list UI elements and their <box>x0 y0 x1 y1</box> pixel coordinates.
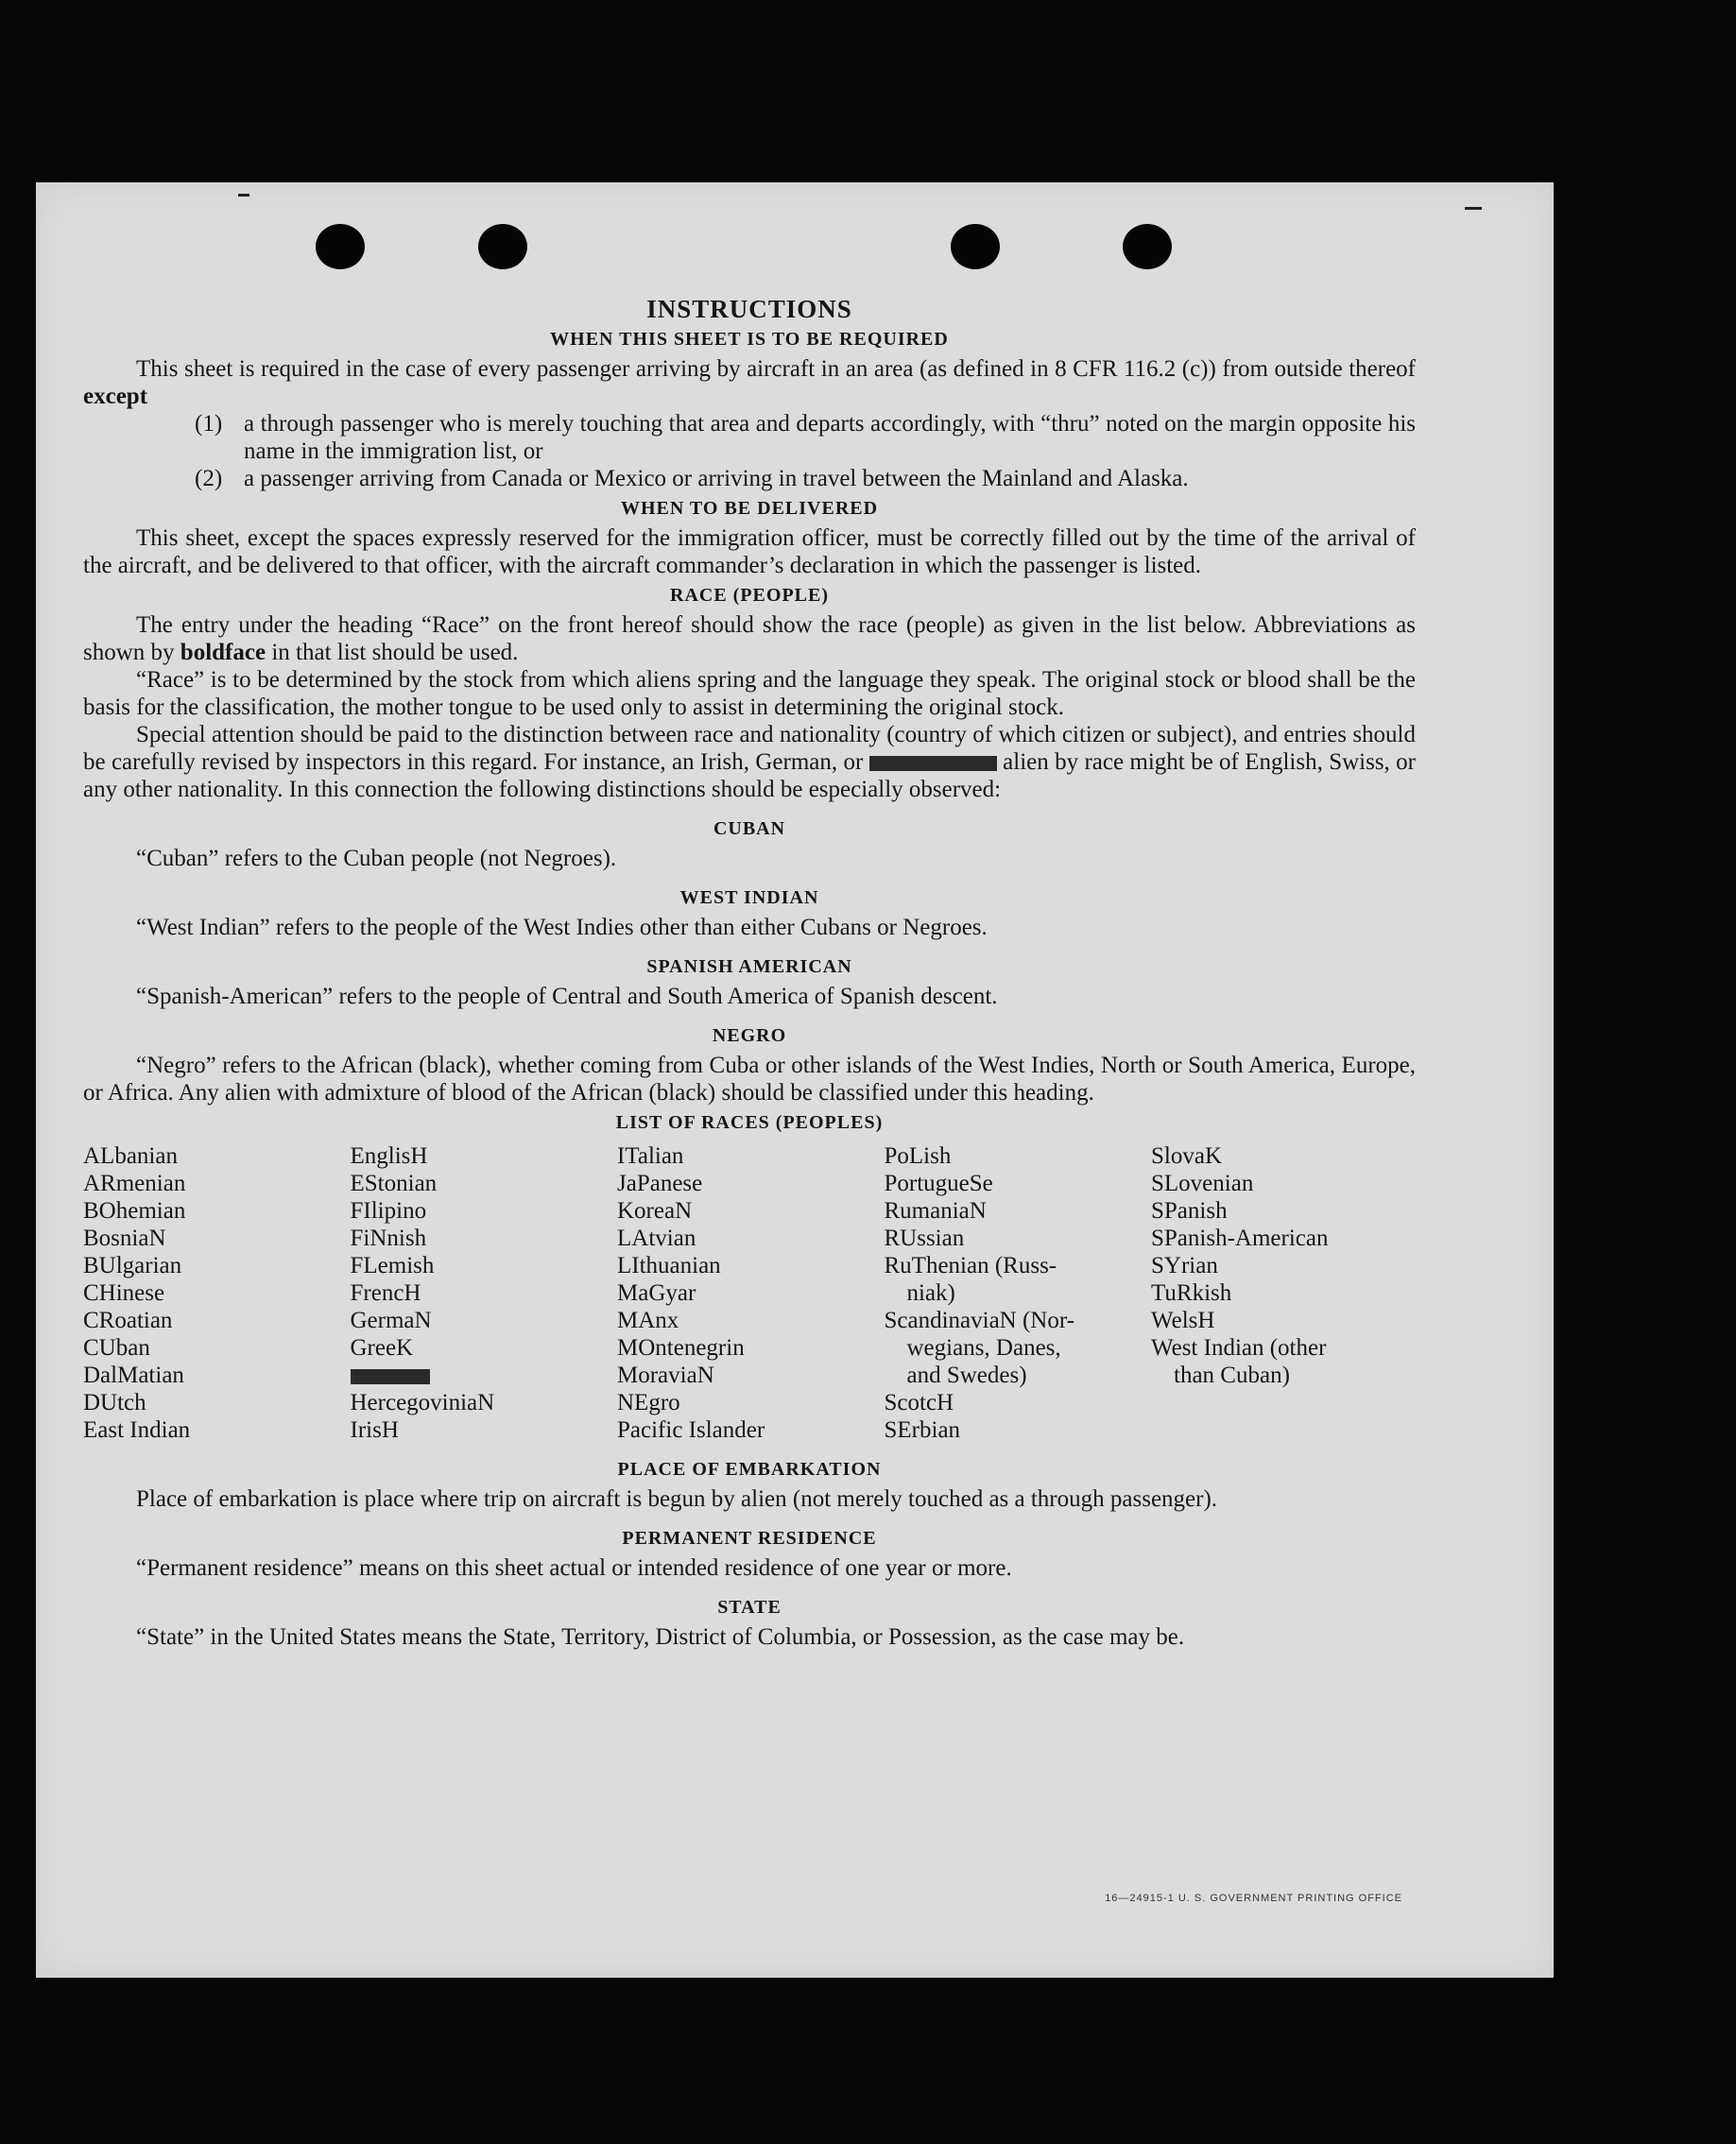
printing-office-footer: 16—24915-1 U. S. GOVERNMENT PRINTING OFFICE <box>1105 1893 1402 1904</box>
section-heading-residence: PERMANENT RESIDENCE <box>622 1528 877 1549</box>
delivered-text: This sheet, except the spaces expressly reserved for the immigration officer, must be correctly filled out by the time of the arrival of the aircraft, and be delivered to that officer, with the aircraft commander’s declaration in which the passenger is listed. <box>83 525 1416 578</box>
race-item: MAnx <box>617 1308 679 1333</box>
race-item: ALbanian <box>83 1143 178 1169</box>
section-heading-spanish-american: SPANISH AMERICAN <box>646 956 852 977</box>
item-number: (1) <box>195 411 223 437</box>
race-item: EStonian <box>350 1171 438 1196</box>
instructions-content <box>83 296 1416 1651</box>
punch-hole <box>316 224 365 269</box>
document-sheet <box>36 182 1554 1978</box>
section-heading-west-indian: WEST INDIAN <box>679 887 819 908</box>
punch-hole <box>1123 224 1172 269</box>
cuban-text: “Cuban” refers to the Cuban people (not Negroes). <box>136 846 617 871</box>
race-item <box>351 1362 615 1389</box>
race-item: JaPanese <box>617 1171 703 1196</box>
item-text: a passenger arriving from Canada or Mexico or arriving in travel between the Mainland and Alaska. <box>244 466 1189 491</box>
races-column <box>83 1142 348 1444</box>
race-item: CHinese <box>83 1280 165 1306</box>
race-item: SlovaK <box>1151 1143 1222 1169</box>
race-item: CUban <box>83 1335 150 1361</box>
race-item: SErbian <box>884 1417 961 1443</box>
race-item: niak) <box>906 1280 955 1306</box>
section-heading-races-list: LIST OF RACES (PEOPLES) <box>615 1112 884 1133</box>
race-paragraph: Special attention should be paid to the distinction between race and nationality (country of which citizen or subject), and entries should be carefully revised by inspectors in this regard. For instance, an Irish, German, or alien by race might be of English, Swiss, or any other nationality. In this connection the following distinctions should be especially observed: <box>83 722 1416 802</box>
race-item: EnglisH <box>350 1143 428 1169</box>
race-item: SYrian <box>1151 1253 1218 1278</box>
race-item: ARmenian <box>83 1171 186 1196</box>
race-item: Pacific Islander <box>617 1417 765 1443</box>
race-item: wegians, Danes, <box>906 1335 1061 1361</box>
section-heading-delivered: WHEN TO BE DELIVERED <box>620 498 879 519</box>
punch-hole <box>478 224 527 269</box>
section-heading-negro: NEGRO <box>712 1025 787 1046</box>
race-item: FLemish <box>350 1253 435 1278</box>
required-intro: This sheet is required in the case of every passenger arriving by aircraft in an area (as defined in 8 CFR 116.2 (c)) from outside thereof except <box>83 356 1416 409</box>
race-item: PortugueSe <box>884 1171 993 1196</box>
race-item: East Indian <box>83 1417 191 1443</box>
races-column <box>1151 1142 1416 1444</box>
race-item: HercegoviniaN <box>350 1390 495 1415</box>
race-item: GermaN <box>350 1308 432 1333</box>
race-item: ScotcH <box>884 1390 954 1415</box>
race-item: and Swedes) <box>906 1363 1027 1388</box>
race-item: FrencH <box>350 1280 421 1306</box>
races-column <box>351 1142 615 1444</box>
race-item: DalMatian <box>83 1363 184 1388</box>
race-item: MOntenegrin <box>617 1335 745 1361</box>
race-item: KoreaN <box>617 1198 693 1224</box>
page-title: INSTRUCTIONS <box>646 295 852 323</box>
speck <box>238 194 249 197</box>
race-item: FIlipino <box>350 1198 427 1224</box>
races-table <box>83 1142 1416 1444</box>
race-item: WelsH <box>1151 1308 1215 1333</box>
race-item: ITalian <box>617 1143 684 1169</box>
race-item: PoLish <box>884 1143 952 1169</box>
race-item: West Indian (other <box>1151 1335 1327 1361</box>
speck <box>1465 207 1482 210</box>
race-item: GreeK <box>350 1335 414 1361</box>
races-column <box>885 1142 1149 1444</box>
race-paragraph: The entry under the heading “Race” on the front hereof should show the race (people) as given in the list below. Abbreviations as shown by boldface in that list should be used. <box>83 612 1416 665</box>
race-item: BUlgarian <box>83 1253 182 1278</box>
race-item: RumaniaN <box>884 1198 987 1224</box>
race-item: BOhemian <box>83 1198 186 1224</box>
race-item: ScandinaviaN (Nor- <box>884 1308 1075 1333</box>
residence-text: “Permanent residence” means on this sheet actual or intended residence of one year or more. <box>136 1555 1012 1581</box>
section-heading-required: WHEN THIS SHEET IS TO BE REQUIRED <box>550 329 949 350</box>
race-item: RuThenian (Russ- <box>884 1253 1057 1278</box>
item-number: (2) <box>195 466 223 491</box>
race-paragraph: “Race” is to be determined by the stock from which aliens spring and the language they speak. The original stock or blood shall be the basis for the classification, the mother tongue to be used only to assist in determining the original stock. <box>83 667 1416 720</box>
west-indian-text: “West Indian” refers to the people of the West Indies other than either Cubans or Negroes. <box>136 915 988 940</box>
list-item <box>83 465 1416 492</box>
race-item: SLovenian <box>1151 1171 1254 1196</box>
section-heading-cuban: CUBAN <box>713 818 786 839</box>
redacted-word <box>351 1369 431 1384</box>
race-item: LAtvian <box>617 1226 696 1251</box>
race-item: RUssian <box>884 1226 965 1251</box>
race-item: MoraviaN <box>617 1363 714 1388</box>
race-item: SPanish <box>1151 1198 1228 1224</box>
negro-text: “Negro” refers to the African (black), whether coming from Cuba or other islands of the West Indies, North or South America, Europe, or Africa. Any alien with admixture of blood of the African (black) should be classified under this heading. <box>83 1053 1416 1106</box>
race-item: than Cuban) <box>1174 1363 1290 1388</box>
race-item: LIthuanian <box>617 1253 721 1278</box>
races-column <box>617 1142 882 1444</box>
race-item: NEgro <box>617 1390 680 1415</box>
section-heading-race: RACE (PEOPLE) <box>670 585 829 606</box>
race-item: DUtch <box>83 1390 146 1415</box>
list-item <box>83 410 1416 465</box>
embarkation-text: Place of embarkation is place where trip on aircraft is begun by alien (not merely touched as a through passenger). <box>136 1486 1218 1512</box>
race-item: SPanish-American <box>1151 1226 1329 1251</box>
section-heading-state: STATE <box>717 1597 782 1618</box>
race-item: FiNnish <box>350 1226 427 1251</box>
race-item: CRoatian <box>83 1308 173 1333</box>
redacted-word <box>869 756 997 771</box>
spanish-american-text: “Spanish-American” refers to the people of Central and South America of Spanish descent. <box>136 984 998 1009</box>
race-item: BosniaN <box>83 1226 166 1251</box>
race-item: TuRkish <box>1151 1280 1232 1306</box>
state-text: “State” in the United States means the State, Territory, District of Columbia, or Possession, as the case may be. <box>136 1624 1185 1650</box>
race-item: IrisH <box>350 1417 399 1443</box>
item-text: a through passenger who is merely touching that area and departs accordingly, with “thru” noted on the margin opposite his name in the immigration list, or <box>244 411 1416 464</box>
race-item: MaGyar <box>617 1280 696 1306</box>
punch-hole <box>951 224 1000 269</box>
section-heading-embarkation: PLACE OF EMBARKATION <box>617 1459 882 1480</box>
